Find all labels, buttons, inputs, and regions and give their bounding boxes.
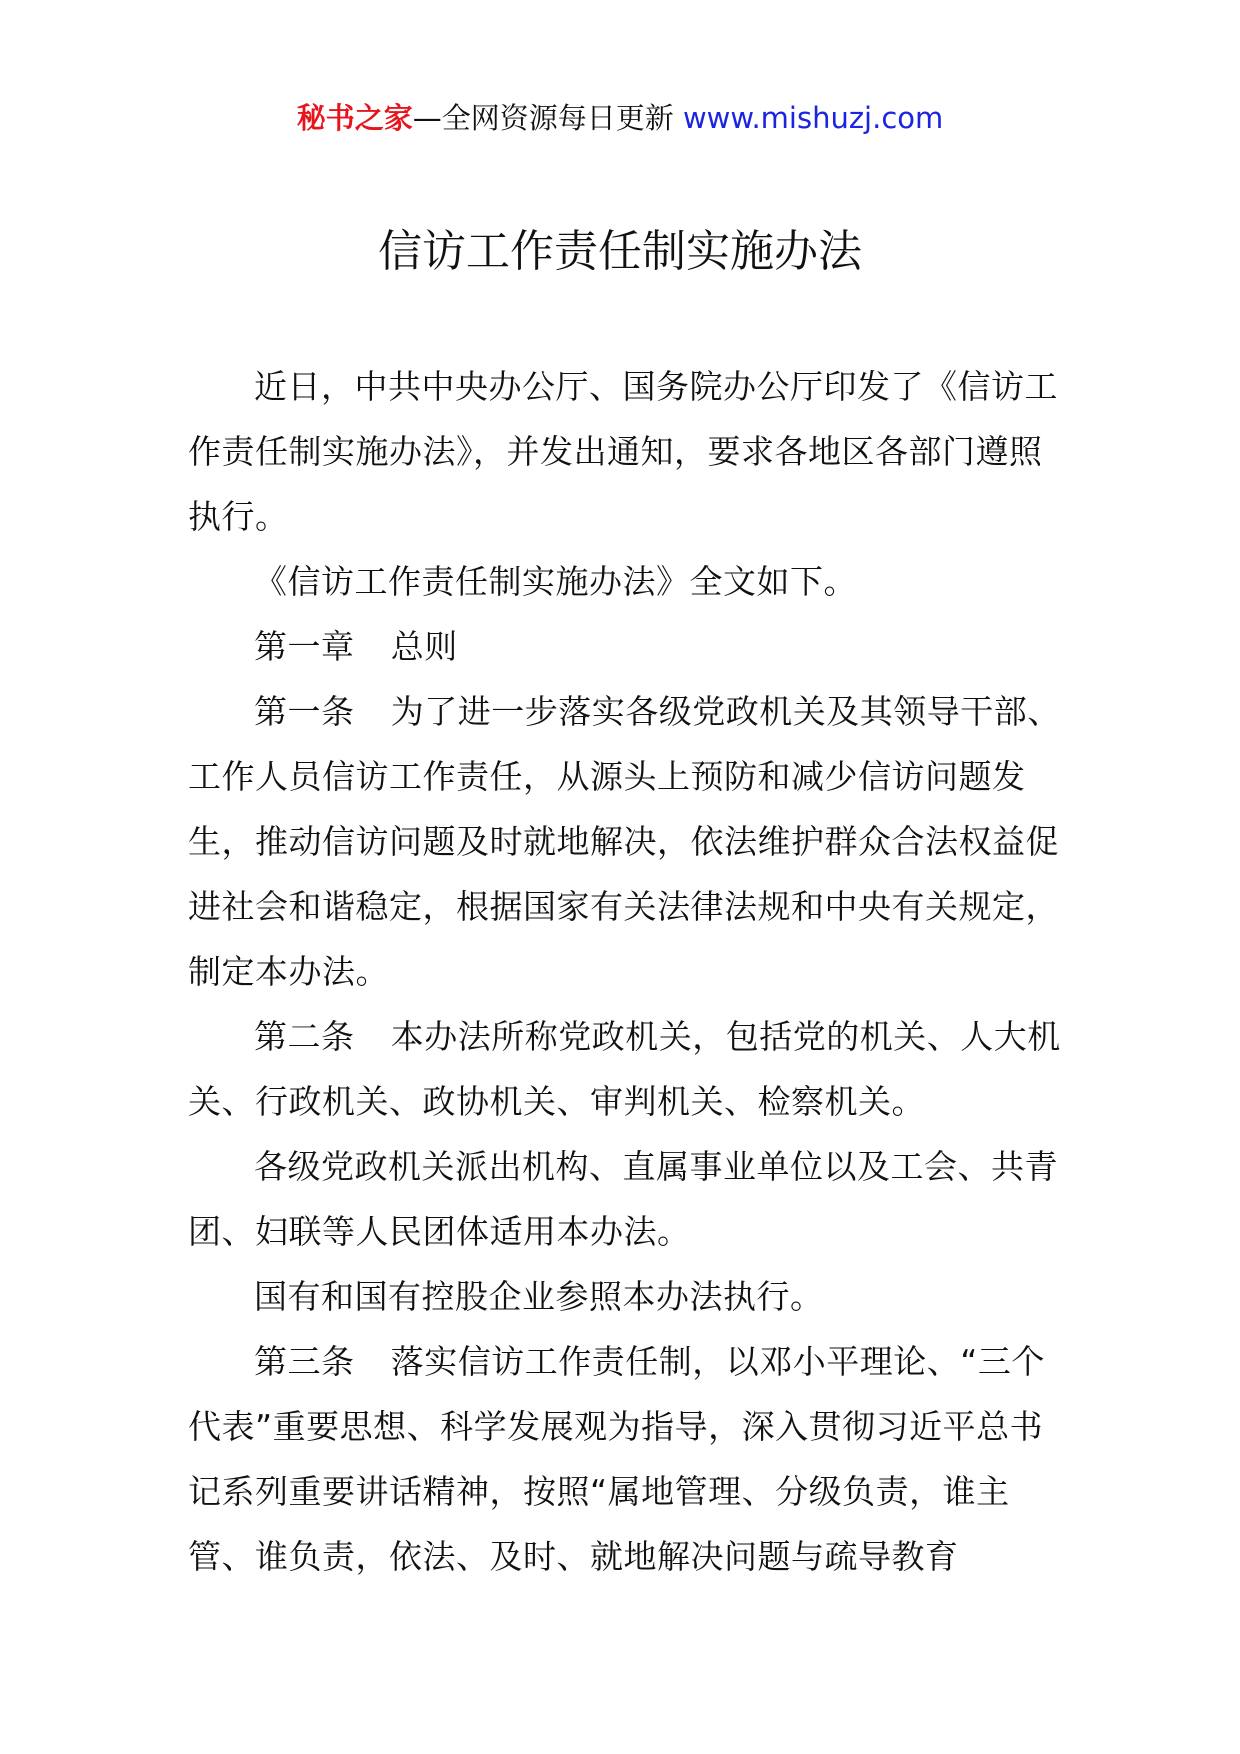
site-header [0,98,1240,138]
article-1 [188,679,1068,1004]
paragraph-intro [188,354,1068,549]
paragraph-reference [188,1264,1068,1329]
paragraph-text: 近日，中共中央办公厅、国务院办公厅印发了《信访工作责任制实施办法》，并发出通知，要求各地区各部门遵照执行。 [188,367,1058,536]
brand-name: 秘书之家 [296,101,413,135]
chapter-heading [188,614,1068,679]
article-text: 落实信访工作责任制，以邓小平理论、“三个代表”重要思想、科学发展观为指导，深入贯彻习近平总书记系列重要讲话精神，按照“属地管理、分级负责，谁主管、谁负责，依法、及时、就地解决问题与疏导教育 [188,1342,1045,1576]
article-number: 第一条 [254,692,355,731]
paragraph-fulltext-note [188,549,1068,614]
chapter-number: 第一章 [254,627,355,666]
paragraph-scope [188,1134,1068,1264]
article-text: 为了进一步落实各级党政机关及其领导干部、工作人员信访工作责任，从源头上预防和减少信访问题发生，推动信访问题及时就地解决，依法维护群众合法权益促进社会和谐稳定，根据国家有关法律法规和中央有关规定，制定本办法。 [188,692,1061,991]
header-tagline: —全网资源每日更新 [412,101,674,135]
chapter-title: 总则 [390,627,458,666]
article-3 [188,1329,1068,1589]
paragraph-text: 国有和国有控股企业参照本办法执行。 [254,1277,824,1316]
article-text: 本办法所称党政机关，包括党的机关、人大机关、行政机关、政协机关、审判机关、检察机关。 [188,1017,1061,1121]
document-body [188,354,1068,1589]
paragraph-text: 《信访工作责任制实施办法》全文如下。 [254,562,857,601]
paragraph-text: 各级党政机关派出机构、直属事业单位以及工会、共青团、妇联等人民团体适用本办法。 [188,1147,1058,1251]
article-2 [188,1004,1068,1134]
site-url[interactable]: www.mishuzj.com [682,101,944,135]
article-number: 第二条 [254,1017,355,1056]
article-number: 第三条 [254,1342,355,1381]
document-title: 信访工作责任制实施办法 [378,226,862,277]
